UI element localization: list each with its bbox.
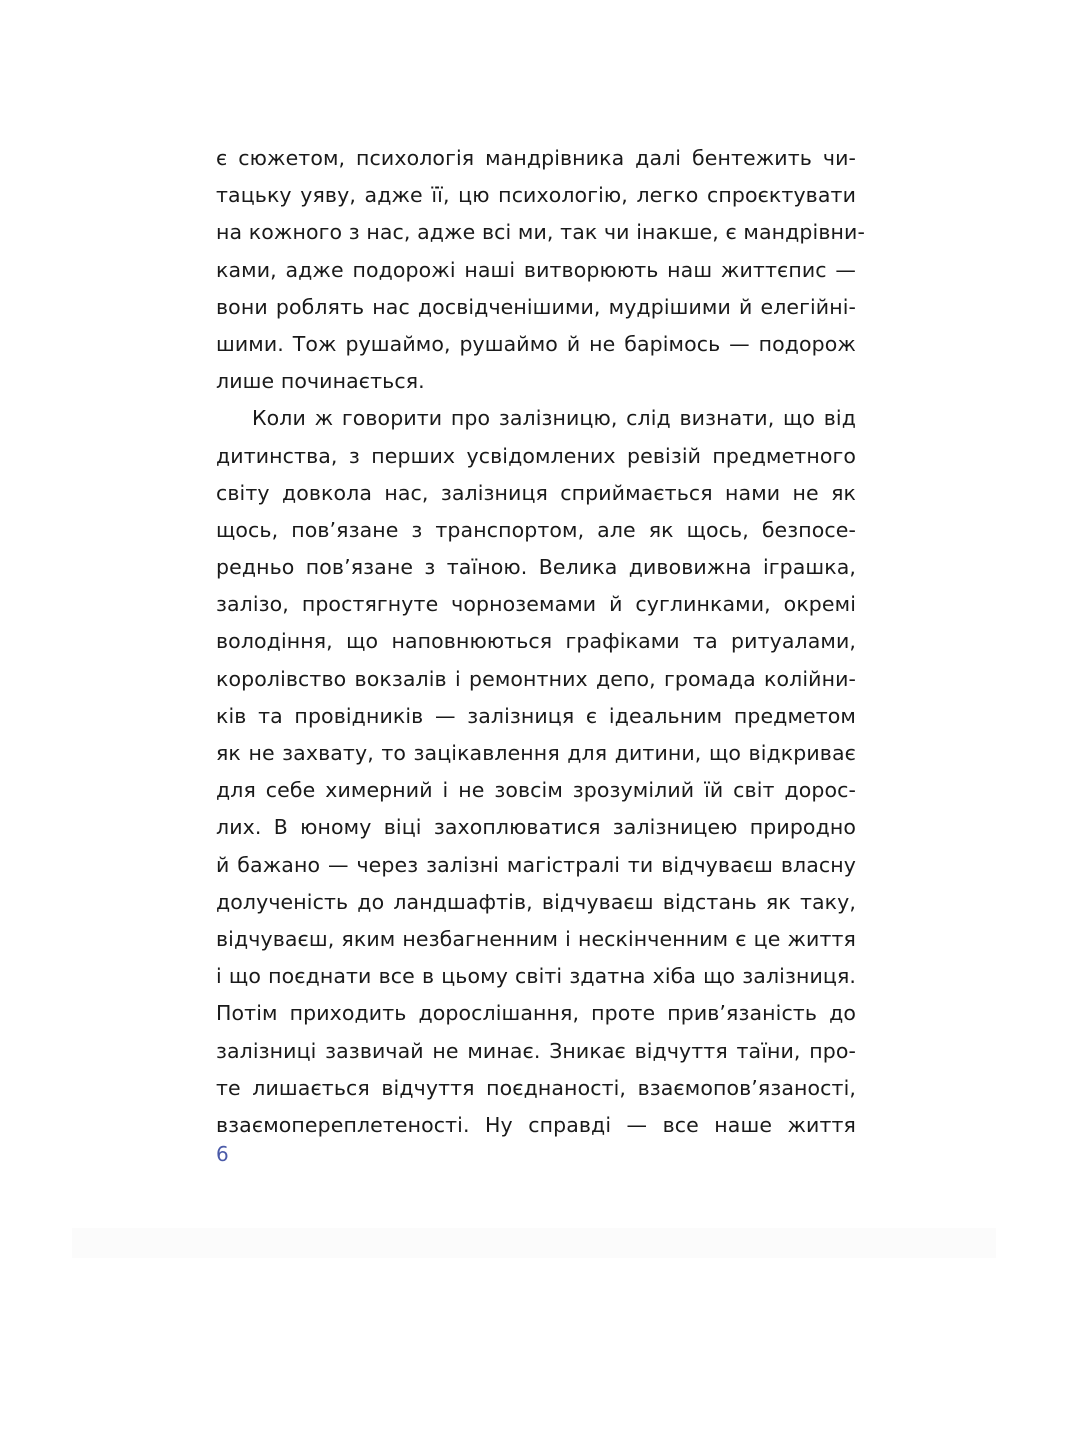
paragraph-continued (216, 140, 865, 400)
text-line: щось, пов’язане з транспортом, але як щось, безпосе- (216, 517, 856, 542)
body-text (216, 140, 865, 1144)
text-line: є сюжетом, психологія мандрівника далі бентежить чи- (216, 146, 856, 170)
text-line: для себе химерний і не зовсім зрозумілий їй світ дорос- (216, 778, 856, 803)
text-line: дитинства, з перших усвідомлених ревізій предметного (216, 443, 856, 468)
text-line: взаємопереплетеності. Ну справді — все наше життя (216, 1112, 856, 1137)
text-line: шими. Тож рушаймо, рушаймо й не барімось — подорож (216, 331, 856, 356)
text-line: залізо, простягнуте чорноземами й суглинками, окремі (216, 592, 856, 617)
text-line: як не захвату, то зацікавлення для дитини, що відкриває (216, 741, 856, 765)
text-line: ками, адже подорожі наші витворюють наш життєпис — (216, 257, 856, 282)
scan-edge (72, 1228, 996, 1258)
text-line: на кожного з нас, адже всі ми, так чи інакше, є мандрівни- (216, 220, 865, 245)
text-line: тацьку уяву, адже її, цю психологію, легко спроєктувати (216, 183, 856, 208)
text-line: відчуваєш, яким незбагненним і нескінченним є це життя (216, 926, 856, 951)
text-line: королівство вокзалів і ремонтних депо, громада колійни- (216, 666, 856, 691)
text-line: володіння, що наповнюються графіками та ритуалами, (216, 629, 856, 654)
text-line: світу довкола нас, залізниця сприймається нами не як (216, 480, 856, 505)
text-line: і що поєднати все в цьому світі здатна хіба що залізниця. (216, 964, 856, 989)
text-line: Потім приходить дорослішання, проте прив’язаність до (216, 1001, 856, 1026)
paragraph-railway (216, 400, 856, 1144)
text-line: долученість до ландшафтів, відчуваєш відстань як таку, (216, 889, 856, 914)
text-line: те лишається відчуття поєднаності, взаємопов’язаності, (216, 1075, 856, 1100)
text-line: лише починається. (216, 369, 425, 394)
text-line: Коли ж говорити про залізницю, слід визнати, що від (252, 406, 856, 431)
text-line: залізниці зазвичай не минає. Зникає відчуття таїни, про- (216, 1038, 856, 1063)
text-line: лих. В юному віці захоплюватися залізницею природно (216, 815, 856, 840)
text-line: й бажано — через залізні магістралі ти відчуваєш власну (216, 852, 856, 877)
text-line: ків та провідників — залізниця є ідеальним предметом (216, 703, 856, 728)
text-line: вони роблять нас досвідченішими, мудрішими й елегійні- (216, 294, 856, 319)
text-line: редньо пов’язане з таїною. Велика дивовижна іграшка, (216, 555, 856, 580)
page-number: 6 (216, 1142, 229, 1166)
